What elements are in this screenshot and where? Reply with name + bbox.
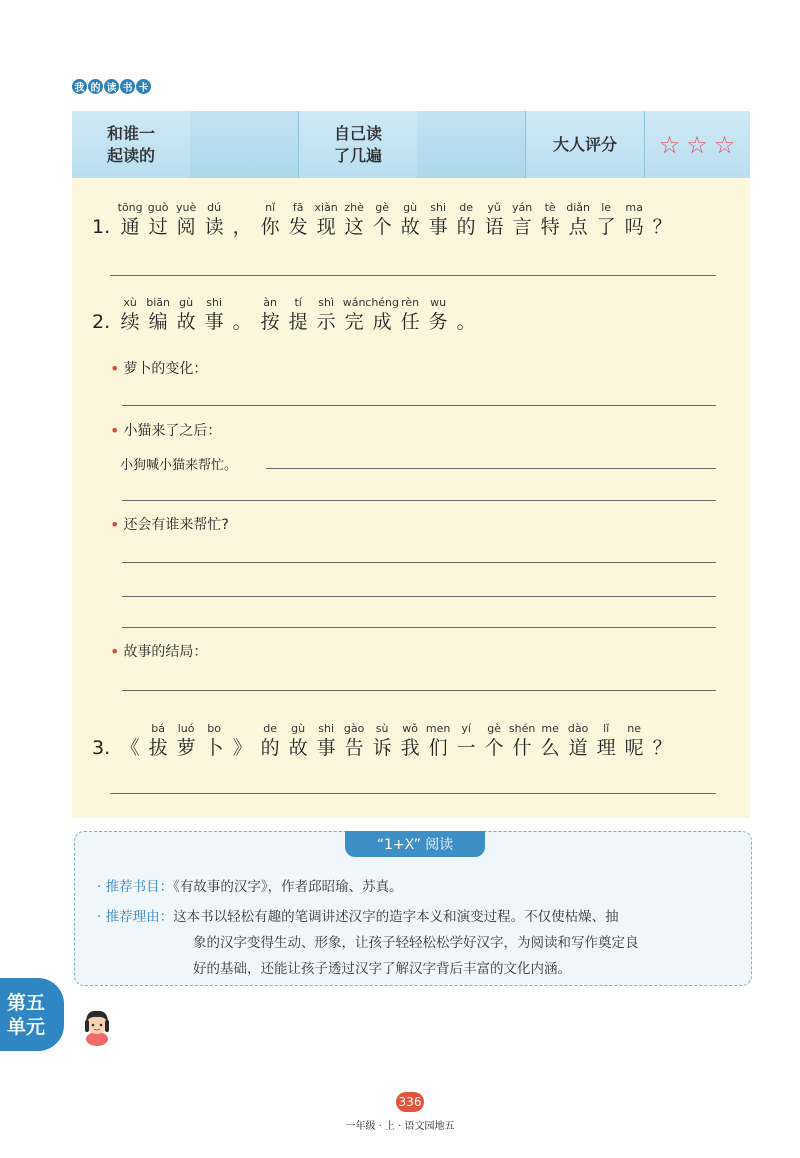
book-label: · 推荐书目：: [97, 879, 174, 895]
question-number: 1.: [92, 216, 111, 238]
pinyin-text: luó: [177, 722, 195, 735]
pinyin-syllable: [564, 201, 592, 239]
pinyin-text: le: [601, 201, 612, 214]
punctuation: [648, 722, 676, 760]
pinyin-text: diǎn: [566, 201, 591, 214]
bullet-dot-icon: •: [110, 641, 120, 661]
pinyin-syllable: [312, 722, 340, 760]
pinyin-text: gào: [343, 722, 365, 735]
pinyin-text: men: [425, 722, 451, 735]
hanzi-text: 故: [176, 311, 196, 333]
badge-char: 卡: [136, 79, 151, 94]
hanzi-text: 的: [456, 216, 476, 238]
hanzi-text: 言: [512, 216, 532, 238]
bullet-ending: [110, 641, 207, 661]
hanzi-text: 们: [428, 737, 448, 759]
pinyin-syllable: [480, 722, 508, 760]
pinyin-text: sù: [375, 722, 389, 735]
pinyin-text: ne: [627, 722, 642, 735]
recommended-book: [97, 874, 403, 900]
hanzi-text: 。: [232, 311, 252, 333]
hanzi-text: 吗: [624, 216, 644, 238]
pinyin-syllable: [452, 722, 480, 760]
hanzi-text: 拔: [148, 737, 168, 759]
pinyin-text: wán: [342, 296, 366, 309]
hanzi-text: 诉: [372, 737, 392, 759]
pinyin-syllable: [144, 296, 172, 334]
pinyin-text: lǐ: [603, 722, 610, 735]
pinyin-syllable: [284, 296, 312, 334]
hanzi-text: 一: [456, 737, 476, 759]
question-1: [92, 201, 676, 239]
page-number: 336: [396, 1092, 424, 1112]
hanzi-text: 道: [568, 737, 588, 759]
hanzi-text: 这: [344, 216, 364, 238]
hanzi-text: 编: [148, 311, 168, 333]
pinyin-text: shén: [508, 722, 536, 735]
pinyin-text: gù: [179, 296, 194, 309]
pinyin-syllable: [396, 201, 424, 239]
pinyin-syllable: [592, 722, 620, 760]
reason-line-2: 象的汉字变得生动、形象，让孩子轻轻松松学好汉字，为阅读和写作奠定良: [193, 935, 639, 951]
with-whom-label: 和谁一 起读的: [106, 123, 155, 165]
hanzi-text: 现: [316, 216, 336, 238]
pinyin-syllable: [365, 296, 400, 334]
pinyin-syllable: [284, 201, 312, 239]
pinyin-syllable: [144, 201, 172, 239]
pinyin-syllable: [480, 201, 508, 239]
pinyin-text: zhè: [344, 201, 364, 214]
pinyin-text: wu: [430, 296, 447, 309]
rating-label: 大人评分: [552, 134, 617, 154]
hanzi-text: 续: [120, 311, 140, 333]
punctuation: [228, 722, 256, 760]
pinyin-syllable: [536, 201, 564, 239]
hanzi-text: 个: [484, 737, 504, 759]
pinyin-syllable: [396, 722, 424, 760]
pinyin-syllable: [340, 201, 368, 239]
hanzi-text: 读: [204, 216, 224, 238]
punctuation: [116, 722, 144, 760]
question-2: [92, 296, 480, 334]
pinyin-syllable: [116, 201, 144, 239]
hanzi-text: 务: [428, 311, 448, 333]
pinyin-syllable: [424, 722, 452, 760]
hanzi-text: 通: [120, 216, 140, 238]
recommended-reading-title: “1+X” 阅读: [345, 831, 485, 857]
pinyin-syllable: [564, 722, 592, 760]
hanzi-text: 了: [596, 216, 616, 238]
answer-line[interactable]: [110, 275, 716, 276]
hanzi-text: 事: [316, 737, 336, 759]
answer-line[interactable]: [122, 405, 716, 406]
bullet-dot-icon: •: [110, 420, 120, 440]
punctuation: [648, 201, 676, 239]
badge-char: 书: [120, 79, 135, 94]
answer-line[interactable]: [122, 562, 716, 563]
pinyin-syllable: [424, 296, 452, 334]
unit-tab: 第五 单元: [0, 978, 64, 1051]
pinyin-syllable: [592, 201, 620, 239]
answer-line[interactable]: [122, 596, 716, 597]
pinyin-syllable: [368, 722, 396, 760]
hanzi-text: 故: [288, 737, 308, 759]
pinyin-syllable: [508, 201, 536, 239]
pinyin-text: shi: [430, 201, 447, 214]
hint-text: 小狗喊小猫来帮忙。: [120, 458, 238, 473]
hanzi-text: 《: [120, 737, 140, 759]
pinyin-text: dú: [207, 201, 222, 214]
pinyin-text: de: [459, 201, 474, 214]
pinyin-text: chéng: [365, 296, 400, 309]
hanzi-text: 你: [260, 216, 280, 238]
pinyin-text: bo: [207, 722, 221, 735]
pinyin-text: me: [541, 722, 559, 735]
hanzi-text: 。: [456, 311, 476, 333]
hanzi-text: 故: [400, 216, 420, 238]
with-whom-field[interactable]: [190, 111, 298, 178]
recommendation-reason: [97, 904, 737, 982]
pinyin-text: yán: [512, 201, 533, 214]
star-icon[interactable]: ☆: [686, 130, 708, 159]
pinyin-text: shi: [206, 296, 223, 309]
times-read-label: 自己读 了几遍: [333, 123, 382, 165]
question-number: 3.: [92, 737, 111, 759]
pinyin-text: nǐ: [265, 201, 276, 214]
reason-label: · 推荐理由：: [97, 909, 174, 925]
answer-line[interactable]: [122, 500, 716, 501]
pinyin-syllable: [620, 201, 648, 239]
hanzi-text: 特: [540, 216, 560, 238]
pinyin-syllable: [312, 296, 340, 334]
question-3: [92, 722, 676, 760]
hanzi-text: 萝: [176, 737, 196, 759]
bullet-dot-icon: •: [110, 358, 120, 378]
hanzi-text: 任: [400, 311, 420, 333]
recommended-reading-box: [74, 831, 752, 986]
pinyin-text: xù: [123, 296, 137, 309]
pinyin-text: guò: [147, 201, 169, 214]
pinyin-text: dào: [567, 722, 589, 735]
pinyin-text: biān: [146, 296, 171, 309]
pinyin-text: gù: [403, 201, 418, 214]
pinyin-text: yuè: [176, 201, 197, 214]
pinyin-text: fā: [292, 201, 304, 214]
pinyin-syllable: [536, 722, 564, 760]
hanzi-text: 点: [568, 216, 588, 238]
hanzi-text: 阅: [176, 216, 196, 238]
pinyin-text: gè: [487, 722, 502, 735]
pinyin-syllable: [340, 296, 368, 334]
pinyin-syllable: [172, 201, 200, 239]
hanzi-text: 成: [372, 311, 392, 333]
reason-line-1: 这本书以轻松有趣的笔调讲述汉字的造字本义和演变过程。不仅使枯燥、抽: [173, 909, 619, 925]
star-rating[interactable]: [645, 111, 749, 178]
pinyin-text: de: [263, 722, 278, 735]
hanzi-text: 么: [540, 737, 560, 759]
hanzi-text: 提: [288, 311, 308, 333]
reading-card-badge: [72, 79, 151, 94]
hanzi-text: 什: [512, 737, 532, 759]
book-value: 《有故事的汉字》，作者邱昭瑜、苏真。: [173, 879, 403, 895]
pinyin-text: rèn: [401, 296, 420, 309]
answer-line[interactable]: [266, 468, 716, 469]
hanzi-text: 理: [596, 737, 616, 759]
reason-line-3: 好的基础，还能让孩子透过汉字了解汉字背后丰富的文化内涵。: [193, 961, 571, 977]
answer-line[interactable]: [110, 793, 716, 794]
pinyin-text: shì: [318, 296, 335, 309]
hanzi-text: 我: [400, 737, 420, 759]
badge-char: 我: [72, 79, 87, 94]
pinyin-syllable: [200, 201, 228, 239]
pinyin-syllable: [116, 296, 144, 334]
worksheet-area: [72, 178, 750, 818]
badge-char: 的: [88, 79, 103, 94]
pinyin-syllable: [256, 201, 284, 239]
star-icon[interactable]: ☆: [713, 130, 736, 159]
pinyin-syllable: [256, 296, 284, 334]
reading-info-table: [72, 111, 750, 178]
pinyin-syllable: [312, 201, 340, 239]
answer-line[interactable]: [122, 690, 716, 691]
hanzi-text: 的: [260, 737, 280, 759]
pinyin-syllable: [396, 296, 424, 334]
bullet-radish-change: [110, 358, 207, 378]
bullet-who-else: [110, 514, 229, 534]
hanzi-text: 》: [232, 737, 252, 759]
pinyin-syllable: [340, 722, 368, 760]
pinyin-syllable: [452, 201, 480, 239]
pinyin-syllable: [620, 722, 648, 760]
bullet-text: 萝卜的变化：: [123, 361, 208, 377]
bullet-text: 还会有谁来帮忙?: [123, 517, 229, 533]
bullet-dot-icon: •: [110, 514, 120, 534]
hanzi-text: ？: [652, 216, 672, 238]
pinyin-text: wǒ: [402, 722, 418, 735]
pinyin-syllable: [256, 722, 284, 760]
pinyin-syllable: [172, 722, 200, 760]
pinyin-text: gù: [291, 722, 306, 735]
pinyin-syllable: [172, 296, 200, 334]
hanzi-text: 示: [316, 311, 336, 333]
hanzi-text: 完: [344, 311, 364, 333]
bullet-after-cat: [110, 420, 221, 440]
hanzi-text: 卜: [204, 737, 224, 759]
pinyin-text: shi: [318, 722, 335, 735]
pinyin-text: gè: [375, 201, 390, 214]
pinyin-syllable: [200, 296, 228, 334]
pinyin-syllable: [368, 201, 396, 239]
question-number: 2.: [92, 311, 111, 333]
bullet-text: 小猫来了之后：: [123, 423, 222, 439]
pinyin-text: xiàn: [314, 201, 338, 214]
star-icon[interactable]: ☆: [658, 130, 681, 159]
hanzi-text: 呢: [624, 737, 644, 759]
bullet-text: 故事的结局：: [123, 644, 208, 660]
pinyin-syllable: [144, 722, 172, 760]
punctuation: [228, 201, 256, 239]
punctuation: [228, 296, 256, 334]
pinyin-text: yǔ: [487, 201, 501, 214]
pinyin-syllable: [284, 722, 312, 760]
hanzi-text: ？: [652, 737, 672, 759]
hanzi-text: 事: [204, 311, 224, 333]
hanzi-text: 个: [372, 216, 392, 238]
times-read-field[interactable]: [417, 111, 525, 178]
punctuation: [452, 296, 480, 334]
page-footer: 一年级 · 上 · 语文园地五: [345, 1121, 455, 1132]
hanzi-text: 过: [148, 216, 168, 238]
pinyin-text: bá: [151, 722, 165, 735]
hanzi-text: 按: [260, 311, 280, 333]
answer-line[interactable]: [122, 627, 716, 628]
pinyin-syllable: [508, 722, 536, 760]
badge-char: 读: [104, 79, 119, 94]
hanzi-text: ，: [232, 216, 252, 238]
pinyin-text: tōng: [117, 201, 143, 214]
hanzi-text: 告: [344, 737, 364, 759]
girl-avatar-icon: [78, 1006, 116, 1046]
pinyin-text: tè: [544, 201, 556, 214]
pinyin-syllable: [200, 722, 228, 760]
hanzi-text: 语: [484, 216, 504, 238]
pinyin-text: ma: [625, 201, 643, 214]
pinyin-syllable: [424, 201, 452, 239]
hanzi-text: 发: [288, 216, 308, 238]
pinyin-text: tí: [294, 296, 302, 309]
pinyin-text: àn: [263, 296, 277, 309]
pinyin-text: yí: [461, 722, 471, 735]
hanzi-text: 事: [428, 216, 448, 238]
